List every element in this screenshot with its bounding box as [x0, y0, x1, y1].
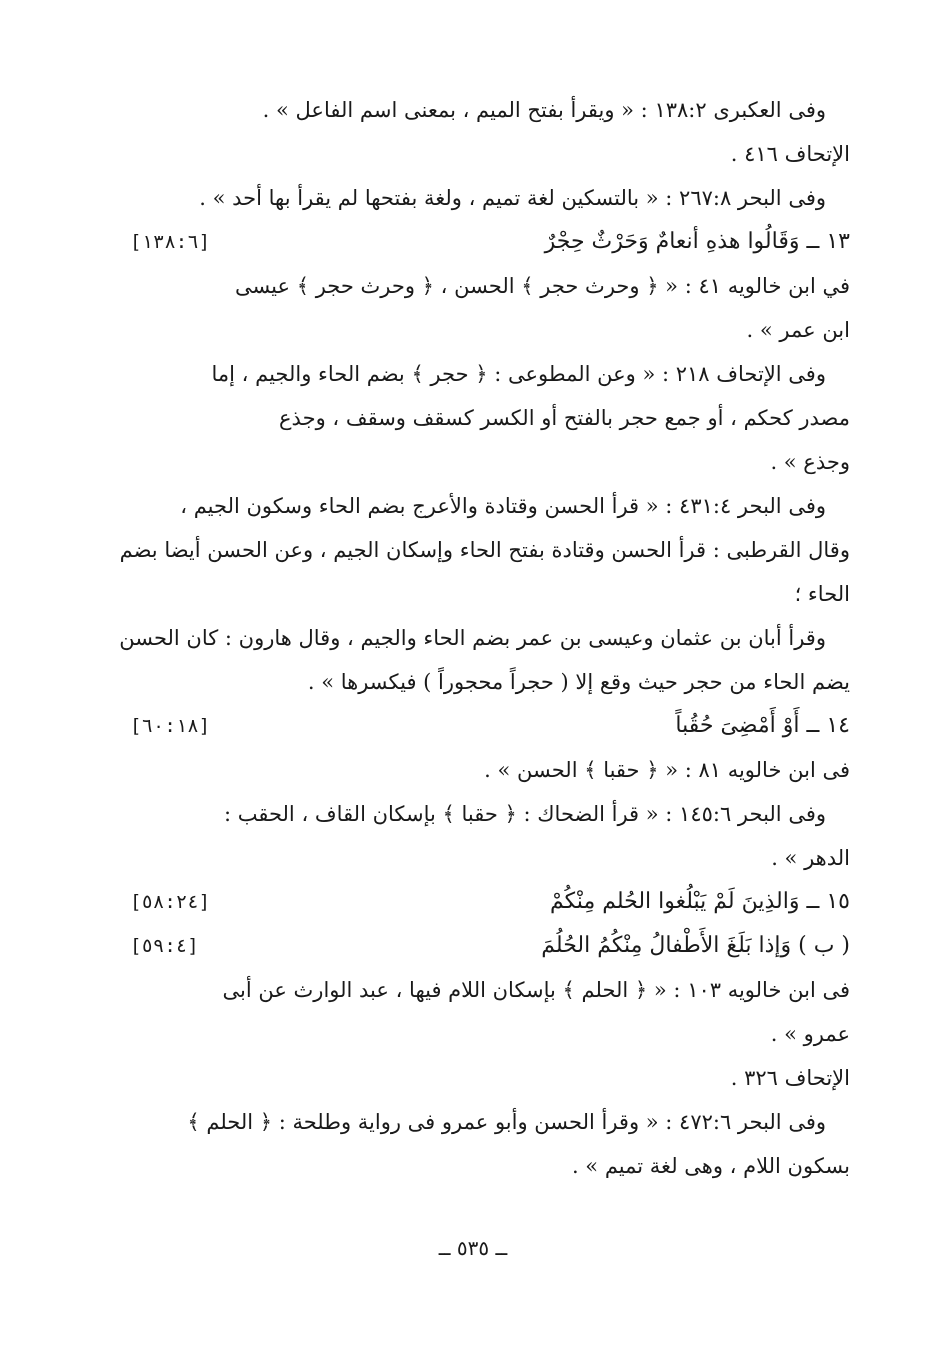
text-line: وجذع » .: [770, 450, 850, 474]
text-line: وفى العكبرى ١٣٨:٢ : « ويقرأ بفتح الميم ، بمعنى اسم الفاعل » .: [262, 98, 826, 122]
verse-text: ( ب ) وَإذا بَلَغَ الأَطْفالُ مِنْكُمُ الحُلُمَ: [541, 933, 850, 958]
verse-reference: [٥٩:٤]: [130, 935, 199, 957]
text-line: عمرو » .: [770, 1022, 850, 1046]
verse-text: ١٤ ــ أَوْ أَمْضِىَ حُقُباً: [675, 713, 850, 738]
text-line: بسكون اللام ، وهى لغة تميم » .: [571, 1154, 850, 1178]
text-line: وفى البحر ٢٦٧:٨ : « بالتسكين لغة تميم ، ولغة بفتحها لم يقرأ بها أحد » .: [199, 186, 826, 210]
text-line: الإتحاف ٤١٦ .: [730, 142, 850, 166]
verse-13: [130, 220, 850, 264]
text-line: وفى الإتحاف ٢١٨ : « وعن المطوعى : ﴿ حجر ﴾ بضم الحاء والجيم ، إما: [211, 362, 826, 386]
verse-14: [130, 704, 850, 748]
text-line: وفى البحر ٤٧٢:٦ : « وقرأ الحسن وأبو عمرو فى رواية وطلحة : ﴿ الحلم ﴾: [187, 1110, 826, 1134]
page-number: ــ ٥٣٥ ــ: [438, 1236, 508, 1260]
text-line: في ابن خالويه ٤١ : « ﴿ وحرث حجر ﴾ الحسن ، ﴿ وحرث حجر ﴾ عيسى: [234, 274, 850, 298]
text-line: يضم الحاء من حجر حيث وقع إلا ( حجراً محجوراً ) فيكسرها » .: [307, 670, 850, 694]
text-line: وقال القرطبى : قرأ الحسن وقتادة بفتح الحاء وإسكان الجيم ، وعن الحسن أيضا بضم: [119, 538, 850, 562]
text-line: الدهر » .: [771, 846, 850, 870]
text-line: الحاء ؛: [794, 582, 850, 606]
verse-reference: [٦٠:١٨]: [130, 715, 211, 737]
verse-15b: [130, 924, 850, 968]
text-line: وفى البحر ٤٣١:٤ : « قرأ الحسن وقتادة والأعرج بضم الحاء وسكون الجيم ،: [180, 494, 826, 518]
page-body: [119, 88, 850, 1188]
text-line: فى ابن خالويه ٨١ : « ﴿ حقبا ﴾ الحسن » .: [484, 758, 850, 782]
verse-text: ١٥ ــ وَالذِينَ لَمْ يَبْلُغوا الحُلم مِنْكُمْ: [550, 889, 850, 914]
verse-text: ١٣ ــ وَقَالُوا هذهِ أنعامٌ وَحَرْثٌ حِجْرٌ: [544, 229, 850, 254]
verse-reference: [١٣٨:٦]: [130, 231, 211, 253]
text-line: وفى البحر ١٤٥:٦ : « قرأ الضحاك : ﴿ حقبا ﴾ بإسكان القاف ، الحقب :: [223, 802, 826, 826]
text-line: ابن عمر » .: [746, 318, 850, 342]
verse-15: [130, 880, 850, 924]
text-line: الإتحاف ٣٢٦ .: [730, 1066, 850, 1090]
verse-reference: [٥٨:٢٤]: [130, 891, 211, 913]
text-line: وقرأ أبان بن عثمان وعيسى بن عمر بضم الحاء والجيم ، وقال هارون : كان الحسن: [119, 626, 826, 650]
text-line: فى ابن خالويه ١٠٣ : « ﴿ الحلم ﴾ بإسكان اللام فيها ، عبد الوارث عن أبى: [222, 978, 850, 1002]
text-line: مصدر كحكم ، أو جمع حجر بالفتح أو الكسر كسقف وسقف ، وجذع: [279, 406, 850, 430]
